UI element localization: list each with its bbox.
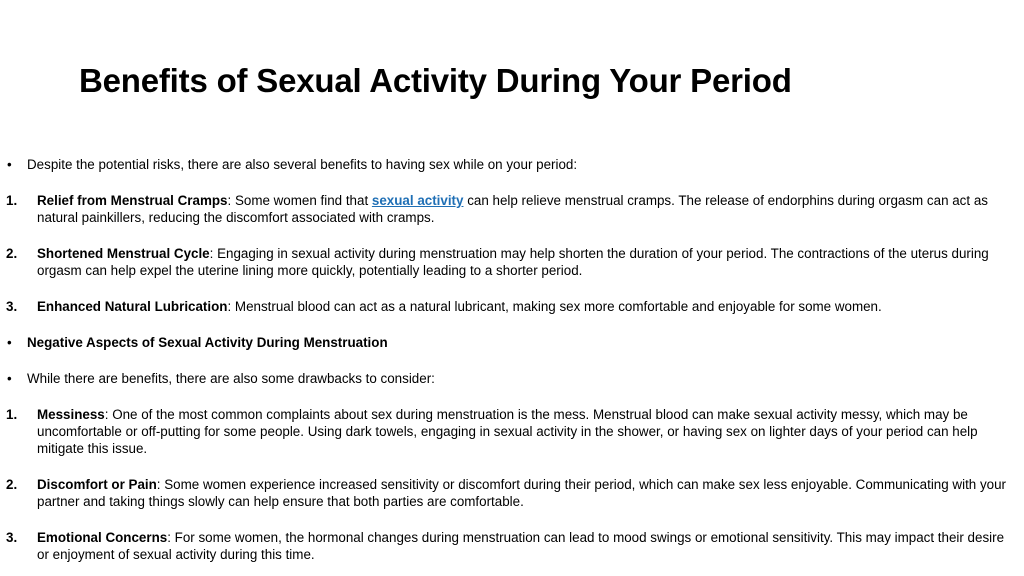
item-text: : Menstrual blood can act as a natural lubricant, making sex more comfortable and enjoyable for some women. bbox=[227, 299, 882, 314]
bullet-marker: • bbox=[7, 157, 12, 172]
item-number: 3. bbox=[6, 530, 18, 545]
sexual-activity-link[interactable]: sexual activity bbox=[371, 193, 464, 208]
item-text: : Some women experience increased sensitivity or discomfort during their period, which can make sex less enjoyable. Communicating with your partner and taking things slowly can help ensure that both parties are comfortable. bbox=[37, 477, 1007, 509]
negative-heading: Negative Aspects of Sexual Activity During Menstruation bbox=[27, 335, 388, 350]
item-label: Enhanced Natural Lubrication bbox=[37, 299, 228, 314]
item-number: 2. bbox=[6, 477, 18, 492]
bullet-marker: • bbox=[7, 371, 12, 386]
bullet-marker: • bbox=[7, 335, 12, 350]
item-label: Relief from Menstrual Cramps bbox=[37, 193, 228, 208]
item-label: Discomfort or Pain bbox=[37, 477, 157, 492]
benefit-item-2 bbox=[6, 245, 1018, 279]
item-number: 1. bbox=[6, 193, 18, 208]
slide-title: Benefits of Sexual Activity During Your Period bbox=[79, 62, 792, 99]
drawback-item-1 bbox=[6, 406, 1018, 457]
item-text: : For some women, the hormonal changes during menstruation can lead to mood swings or emotional sensitivity. This may impact their desire or enjoyment of sexual activity during this time. bbox=[37, 530, 1005, 562]
item-number: 2. bbox=[6, 246, 18, 261]
item-label: Shortened Menstrual Cycle bbox=[37, 246, 210, 261]
item-text: can help relieve menstrual cramps. The release of endorphins during orgasm can act as natural painkillers, reducing the discomfort associated with cramps. bbox=[37, 193, 988, 225]
drawbacks-intro-text: While there are benefits, there are also some drawbacks to consider: bbox=[27, 371, 435, 386]
negative-heading-bullet bbox=[6, 334, 1018, 351]
benefit-item-1 bbox=[6, 192, 1018, 226]
intro-text: Despite the potential risks, there are also several benefits to having sex while on your period: bbox=[27, 157, 578, 172]
item-number: 3. bbox=[6, 299, 18, 314]
item-text: : Engaging in sexual activity during menstruation may help shorten the duration of your period. The contractions of the uterus during orgasm can help expel the uterine lining more quickly, potentially leading to a shorter period. bbox=[37, 246, 989, 278]
item-text-pre: : Some women find that bbox=[227, 193, 372, 208]
drawback-item-2 bbox=[6, 476, 1018, 510]
item-number: 1. bbox=[6, 407, 18, 422]
drawback-item-3 bbox=[6, 529, 1018, 563]
item-label: Emotional Concerns bbox=[37, 530, 168, 545]
benefit-item-3 bbox=[6, 298, 1018, 315]
slide-content bbox=[6, 156, 1018, 563]
intro-bullet bbox=[6, 156, 1018, 173]
item-label: Messiness bbox=[37, 407, 105, 422]
item-text: : One of the most common complaints about sex during menstruation is the mess. Menstrual blood can make sexual activity messy, which may be uncomfortable or off-putting for some people. Using dark towels, engaging in sexual activity in the shower, or having sex on lighter days of your period can help mitigate this issue. bbox=[37, 407, 978, 456]
drawbacks-intro-bullet bbox=[6, 370, 1018, 387]
